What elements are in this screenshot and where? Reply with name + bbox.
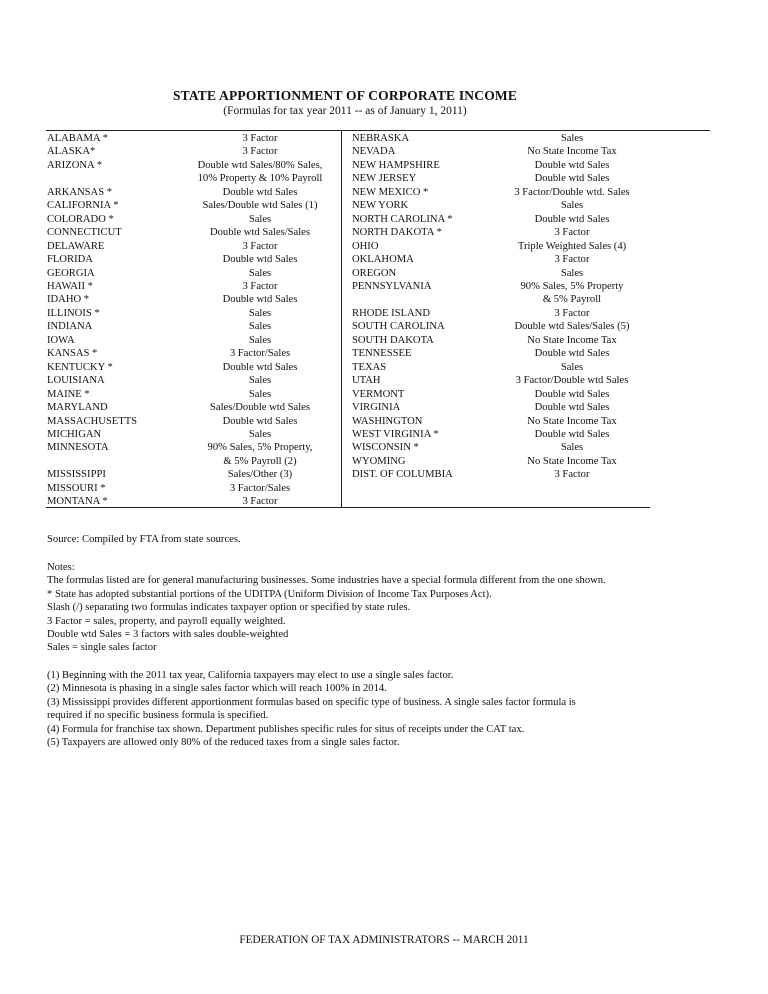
footnote-line: (3) Mississippi provides different apportionment formulas based on specific type of business. A single sales factor formula is — [47, 696, 576, 708]
formula-line: No State Income Tax — [527, 415, 617, 427]
formula-line: Sales — [560, 133, 584, 144]
formula-line: Double wtd Sales — [534, 173, 610, 185]
formula-line: Sales — [560, 361, 584, 373]
table-row — [47, 428, 335, 441]
notes-block — [47, 561, 727, 655]
table-row — [352, 334, 662, 347]
apportionment-formula — [502, 401, 642, 414]
formula-line: 3 Factor — [242, 133, 278, 144]
formula-line: & 5% Payroll — [542, 294, 602, 306]
apportionment-formula — [502, 415, 642, 428]
state-name: INDIANA — [47, 321, 93, 333]
apportionment-formula — [185, 186, 335, 199]
state-name: COLORADO * — [47, 213, 114, 225]
formula-line: 3 Factor/Double wtd Sales — [515, 375, 629, 387]
formula-line: 90% Sales, 5% Property, — [207, 442, 313, 454]
formula-line: Double wtd Sales/Sales — [209, 227, 311, 239]
table-row — [47, 495, 335, 508]
apportionment-formula — [502, 253, 642, 266]
apportionment-formula — [185, 415, 335, 428]
footnote-line: (4) Formula for franchise tax shown. Department publishes specific rules for situs of receipts under the CAT tax. — [47, 723, 525, 735]
left-state-column — [47, 132, 335, 509]
apportionment-formula — [185, 132, 335, 145]
table-row — [352, 388, 662, 401]
table-row — [352, 455, 662, 468]
formula-line: Sales — [560, 267, 584, 279]
apportionment-formula — [502, 280, 642, 307]
apportionment-formula — [185, 253, 335, 266]
state-name: VIRGINIA — [352, 402, 401, 414]
table-row — [352, 159, 662, 172]
table-row — [47, 374, 335, 387]
apportionment-formula — [185, 320, 335, 333]
page-footer: FEDERATION OF TAX ADMINISTRATORS -- MARCH 2011 — [239, 934, 529, 946]
note-line: * State has adopted substantial portions of the UDITPA (Uniform Division of Income Tax Purposes Act). — [47, 588, 492, 600]
apportionment-formula — [185, 213, 335, 226]
formula-line: No State Income Tax — [527, 334, 617, 346]
document-subtitle: (Formulas for tax year 2011 -- as of January 1, 2011) — [223, 105, 467, 117]
table-row — [352, 468, 662, 481]
table-row — [47, 415, 335, 428]
table-row — [47, 132, 335, 145]
state-name: ALABAMA * — [47, 133, 108, 144]
apportionment-formula — [502, 240, 642, 253]
state-name: ARKANSAS * — [47, 186, 113, 198]
apportionment-formula — [502, 388, 642, 401]
note-line: 3 Factor = sales, property, and payroll equally weighted. — [47, 615, 286, 627]
formula-line: No State Income Tax — [527, 146, 617, 158]
apportionment-formula — [502, 374, 642, 387]
state-name: WASHINGTON — [352, 415, 423, 427]
state-name: MISSISSIPPI — [47, 469, 106, 481]
formula-line: 3 Factor — [554, 227, 590, 239]
formula-line: Sales — [248, 334, 272, 346]
apportionment-formula — [185, 361, 335, 374]
apportionment-formula — [502, 441, 642, 454]
apportionment-formula — [502, 186, 642, 199]
apportionment-formula — [185, 334, 335, 347]
state-name: TENNESSEE — [352, 348, 412, 360]
formula-line: Sales — [248, 388, 272, 400]
column-divider — [341, 131, 342, 507]
formula-line: Sales — [248, 307, 272, 319]
apportionment-formula — [502, 347, 642, 360]
table-row — [47, 253, 335, 266]
table-row — [47, 307, 335, 320]
formula-line: 10% Property & 10% Payroll — [197, 173, 323, 185]
formula-line: Sales/Other (3) — [227, 469, 293, 481]
right-state-column — [352, 132, 662, 482]
table-row — [47, 213, 335, 226]
table-row — [352, 347, 662, 360]
formula-line: Double wtd Sales — [534, 428, 610, 440]
state-name: CONNECTICUT — [47, 227, 122, 239]
table-row — [352, 428, 662, 441]
table-top-rule — [46, 130, 710, 131]
state-name: NEW MEXICO * — [352, 186, 429, 198]
formula-line: Double wtd Sales — [534, 388, 610, 400]
table-row — [352, 226, 662, 239]
formula-line: 3 Factor — [554, 469, 590, 481]
note-line: Double wtd Sales = 3 factors with sales double-weighted — [47, 629, 289, 641]
formula-line: 3 Factor — [242, 240, 278, 252]
table-row — [352, 172, 662, 185]
formula-line: Sales — [248, 428, 272, 440]
table-row — [47, 482, 335, 495]
state-name: VERMONT — [352, 388, 405, 400]
state-name: MASSACHUSETTS — [47, 415, 138, 427]
state-name: OKLAHOMA — [352, 254, 414, 266]
apportionment-formula — [185, 495, 335, 508]
formula-line: Double wtd Sales — [222, 294, 298, 306]
state-name: NORTH CAROLINA * — [352, 213, 453, 225]
table-row — [352, 267, 662, 280]
table-row — [352, 361, 662, 374]
state-name: UTAH — [352, 375, 381, 387]
table-row — [352, 441, 662, 454]
table-row — [47, 320, 335, 333]
formula-line: 3 Factor/Sales — [229, 348, 291, 360]
apportionment-formula — [185, 145, 335, 158]
apportionment-formula — [185, 468, 335, 481]
table-row — [352, 199, 662, 212]
apportionment-formula — [502, 361, 642, 374]
table-row — [47, 401, 335, 414]
apportionment-formula — [185, 267, 335, 280]
apportionment-formula — [502, 267, 642, 280]
state-name: ALASKA* — [47, 146, 96, 158]
table-row — [47, 186, 335, 199]
formula-line: Double wtd Sales — [534, 159, 610, 171]
note-line: Sales = single sales factor — [47, 642, 157, 654]
apportionment-formula — [185, 226, 335, 239]
formula-line: No State Income Tax — [527, 455, 617, 467]
apportionment-formula — [502, 159, 642, 172]
formula-line: Sales — [248, 267, 272, 279]
formula-line: Sales — [248, 213, 272, 225]
formula-line: 3 Factor/Sales — [229, 482, 291, 494]
state-name: LOUISIANA — [47, 375, 105, 387]
state-name: WYOMING — [352, 455, 406, 467]
table-row — [47, 145, 335, 158]
formula-line: 90% Sales, 5% Property — [520, 280, 624, 292]
apportionment-formula — [185, 293, 335, 306]
formula-line: Double wtd Sales — [534, 402, 610, 414]
state-name: CALIFORNIA * — [47, 200, 119, 212]
state-name: FLORIDA — [47, 254, 93, 266]
state-name: ARIZONA * — [47, 159, 103, 171]
table-row — [352, 240, 662, 253]
apportionment-formula — [185, 388, 335, 401]
formula-line: Sales — [560, 442, 584, 454]
state-name: ILLINOIS * — [47, 307, 100, 319]
footnote-line: (1) Beginning with the 2011 tax year, California taxpayers may elect to use a single sales factor. — [47, 670, 454, 681]
table-row — [47, 468, 335, 481]
state-name: IDAHO * — [47, 294, 90, 306]
table-row — [352, 415, 662, 428]
formula-line: Double wtd Sales — [222, 361, 298, 373]
formula-line: Sales/Double wtd Sales (1) — [202, 200, 318, 212]
apportionment-formula — [185, 307, 335, 320]
formula-line: Sales/Double wtd Sales — [209, 402, 311, 414]
state-name: MINNESOTA — [47, 442, 109, 454]
table-row — [47, 159, 335, 186]
apportionment-formula — [502, 468, 642, 481]
formula-line: Sales — [560, 200, 584, 212]
apportionment-formula — [502, 428, 642, 441]
apportionment-formula — [502, 145, 642, 158]
table-row — [352, 320, 662, 333]
note-line: Slash (/) separating two formulas indicates taxpayer option or specified by state rules. — [47, 602, 411, 614]
apportionment-formula — [185, 401, 335, 414]
state-name: RHODE ISLAND — [352, 307, 430, 319]
table-row — [47, 240, 335, 253]
state-name: MISSOURI * — [47, 482, 106, 494]
formula-line: Double wtd Sales — [534, 213, 610, 225]
table-row — [352, 280, 662, 307]
table-row — [47, 441, 335, 468]
apportionment-formula — [185, 374, 335, 387]
apportionment-formula — [185, 428, 335, 441]
state-name: DELAWARE — [47, 240, 105, 252]
state-name: SOUTH DAKOTA — [352, 334, 434, 346]
apportionment-formula — [502, 172, 642, 185]
state-name: SOUTH CAROLINA — [352, 321, 445, 333]
formula-line: 3 Factor — [242, 280, 278, 292]
formula-line: Double wtd Sales — [222, 254, 298, 266]
formula-line: Triple Weighted Sales (4) — [517, 240, 627, 252]
note-line: The formulas listed are for general manufacturing businesses. Some industries have a special formula different from the one shown. — [47, 575, 606, 587]
table-row — [47, 361, 335, 374]
apportionment-formula — [185, 199, 335, 212]
formula-line: Sales — [248, 321, 272, 333]
state-name: DIST. OF COLUMBIA — [352, 469, 453, 481]
formula-line: Double wtd Sales/Sales (5) — [514, 321, 630, 333]
state-name: PENNSYLVANIA — [352, 280, 432, 292]
footnote-line: (5) Taxpayers are allowed only 80% of the reduced taxes from a single sales factor. — [47, 737, 400, 749]
footnote-line: required if no specific business formula is specified. — [47, 710, 269, 722]
formula-line: 3 Factor — [554, 307, 590, 319]
state-name: NEW YORK — [352, 200, 409, 212]
state-name: KENTUCKY * — [47, 361, 113, 373]
formula-line: & 5% Payroll (2) — [223, 455, 297, 467]
table-row — [47, 226, 335, 239]
table-row — [352, 213, 662, 226]
state-name: NEW HAMPSHIRE — [352, 159, 440, 171]
state-name: GEORGIA — [47, 267, 95, 279]
state-name: MONTANA * — [47, 496, 108, 508]
state-name: OHIO — [352, 240, 379, 252]
formula-line: Double wtd Sales/80% Sales, — [197, 159, 323, 171]
formula-line: 3 Factor — [242, 146, 278, 158]
table-row — [352, 145, 662, 158]
state-name: MAINE * — [47, 388, 90, 400]
source-note: Source: Compiled by FTA from state sources. — [47, 534, 241, 545]
formula-line: Double wtd Sales — [222, 415, 298, 427]
document-title: STATE APPORTIONMENT OF CORPORATE INCOME — [172, 88, 518, 103]
formula-line: Sales — [248, 375, 272, 387]
state-name: WEST VIRGINIA * — [352, 428, 439, 440]
apportionment-formula — [502, 213, 642, 226]
apportionment-formula — [185, 159, 335, 186]
apportionment-formula — [185, 441, 335, 468]
state-name: NORTH DAKOTA * — [352, 227, 442, 239]
apportionment-formula — [502, 226, 642, 239]
formula-line: 3 Factor — [554, 254, 590, 266]
table-row — [352, 132, 662, 145]
state-name: TEXAS — [352, 361, 387, 373]
apportionment-formula — [185, 280, 335, 293]
formula-line: 3 Factor — [242, 496, 278, 508]
table-row — [47, 334, 335, 347]
apportionment-formula — [502, 455, 642, 468]
table-row — [352, 186, 662, 199]
table-row — [352, 374, 662, 387]
formula-line: Double wtd Sales — [534, 348, 610, 360]
apportionment-formula — [502, 307, 642, 320]
table-row — [47, 199, 335, 212]
state-name: NEBRASKA — [352, 133, 410, 144]
state-name: KANSAS * — [47, 348, 98, 360]
apportionment-formula — [185, 482, 335, 495]
table-row — [352, 253, 662, 266]
state-name: NEVADA — [352, 146, 396, 158]
apportionment-formula — [502, 132, 642, 145]
apportionment-formula — [502, 199, 642, 212]
table-row — [47, 280, 335, 293]
table-row — [352, 401, 662, 414]
state-name: MARYLAND — [47, 402, 108, 414]
table-row — [352, 307, 662, 320]
state-name: NEW JERSEY — [352, 173, 417, 185]
table-row — [47, 267, 335, 280]
formula-line: Double wtd Sales — [222, 186, 298, 198]
note-line: Notes: — [47, 562, 75, 573]
table-row — [47, 388, 335, 401]
apportionment-formula — [502, 320, 642, 333]
state-name: OREGON — [352, 267, 397, 279]
state-name: WISCONSIN * — [352, 442, 419, 454]
formula-line: 3 Factor/Double wtd. Sales — [514, 186, 630, 198]
table-row — [47, 347, 335, 360]
state-name: HAWAII * — [47, 280, 93, 292]
state-name: MICHIGAN — [47, 428, 102, 440]
apportionment-formula — [185, 240, 335, 253]
state-name: IOWA — [47, 334, 75, 346]
footnote-line: (2) Minnesota is phasing in a single sales factor which will reach 100% in 2014. — [47, 683, 387, 695]
apportionment-formula — [502, 334, 642, 347]
footnotes-block — [47, 669, 727, 749]
table-row — [47, 293, 335, 306]
apportionment-formula — [185, 347, 335, 360]
